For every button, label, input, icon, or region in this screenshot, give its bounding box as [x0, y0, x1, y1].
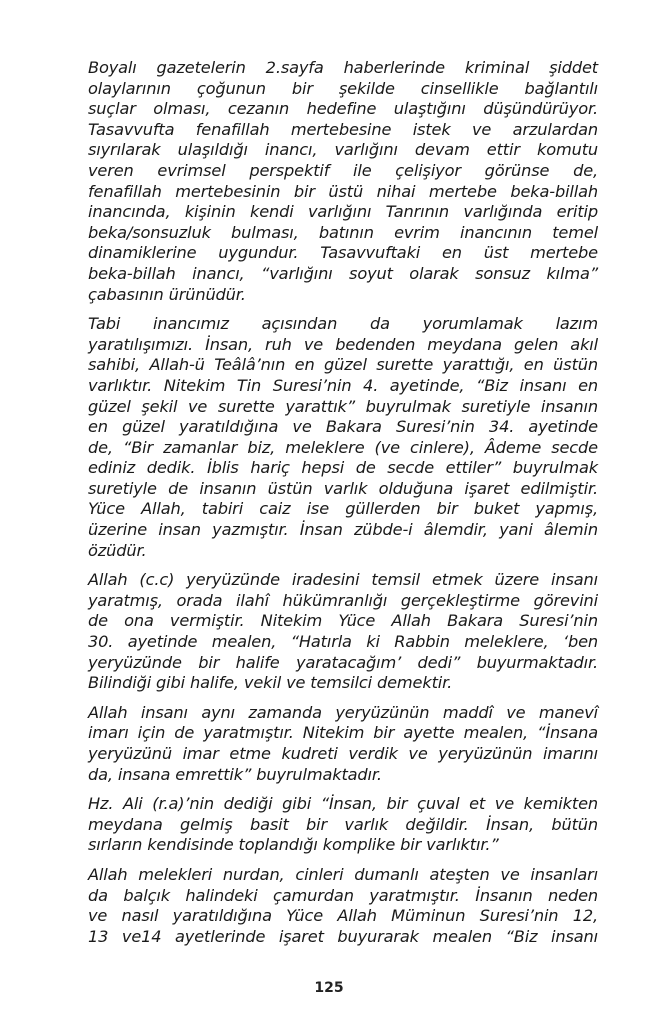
text-line: yaratılışımızı. İnsan, ruh ve bedenden meydana gelen akıl: [88, 334, 598, 354]
text-line: en güzel yaratıldığına ve Bakara Suresi’nin 34. ayetinde: [88, 417, 598, 437]
text-line: fenafillah mertebesinin bir üstü nihai mertebe beka-billah: [88, 181, 598, 201]
text-line: veren evrimsel perspektif ile çelişiyor görünse de,: [88, 160, 598, 180]
text-line: 13 ve14 ayetlerinde işaret buyurarak mealen “Biz insanı: [88, 926, 598, 946]
text-line: 30. ayetinde mealen, “Hatırla ki Rabbin meleklere, ‘ben: [88, 632, 598, 652]
text-line: da, insana emrettik” buyrulmaktadır.: [88, 764, 382, 784]
text-line: Boyalı gazetelerin 2.sayfa haberlerinde kriminal şiddet: [88, 58, 598, 77]
paragraph-4: [88, 703, 598, 785]
paragraph-2: [88, 314, 598, 561]
text-line: varlıktır. Nitekim Tin Suresi’nin 4. ayetinde, “Biz insanı en: [88, 375, 598, 395]
text-line: yaratmış, orada ilahî hükümranlığı gerçekleştirme görevini: [88, 590, 598, 610]
paragraph-6: [88, 865, 598, 947]
text-line: ediniz dedik. İblis hariç hepsi de secde ettiler” buyrulmak: [88, 458, 598, 478]
book-page-body: [88, 58, 598, 956]
text-line: üzerine insan yazmıştır. İnsan zübde-i âlemdir, yani âlemin: [88, 520, 598, 540]
text-line: özüdür.: [88, 540, 147, 560]
paragraph-3: [88, 570, 598, 694]
page-number: 125: [314, 980, 344, 996]
text-line: de, “Bir zamanlar biz, meleklere (ve cinlere), Âdeme secde: [88, 437, 598, 457]
text-line: da balçık halindeki çamurdan yaratmıştır. İnsanın neden: [88, 885, 598, 905]
text-line: de ona vermiştir. Nitekim Yüce Allah Bakara Suresi’nin: [88, 611, 598, 631]
text-line: Bilindiği gibi halife, vekil ve temsilci demektir.: [88, 673, 453, 693]
text-line: sıyrılarak ulaşıldığı inancı, varlığını devam ettir komutu: [88, 140, 598, 160]
text-line: Tabi inancımız açısından da yorumlamak lazım: [88, 314, 598, 334]
text-line: beka-billah inancı, “varlığını soyut olarak sonsuz kılma”: [88, 263, 598, 283]
text-line: sahibi, Allah-ü Teâlâ’nın en güzel surette yarattığı, en üstün: [88, 355, 598, 375]
text-line: meydana gelmiş basit bir varlık değildir. İnsan, bütün: [88, 814, 598, 834]
text-line: inancında, kişinin kendi varlığını Tanrının varlığında eritip: [88, 202, 598, 222]
text-line: Yüce Allah, tabiri caiz ise güllerden bir buket yapmış,: [88, 499, 598, 519]
text-line: güzel şekil ve surette yarattık” buyrulmak suretiyle insanın: [88, 396, 598, 416]
text-line: suretiyle de insanın üstün varlık olduğuna işaret edilmiştir.: [88, 478, 598, 498]
text-line: Hz. Ali (r.a)’nin dediği gibi “İnsan, bir çuval et ve kemikten: [88, 794, 598, 814]
text-line: Allah (c.c) yeryüzünde iradesini temsil etmek üzere insanı: [88, 570, 598, 590]
text-line: Allah melekleri nurdan, cinleri dumanlı ateşten ve insanları: [88, 864, 598, 884]
paragraph-5: [88, 794, 598, 856]
text-line: çabasının ürünüdür.: [88, 284, 246, 304]
text-line: beka/sonsuzluk bulması, batının evrim inancının temel: [88, 222, 598, 242]
text-line: Allah insanı aynı zamanda yeryüzünün maddî ve manevî: [88, 702, 598, 722]
text-line: Tasavvufta fenafillah mertebesine istek ve arzulardan: [88, 119, 598, 139]
text-line: yeryüzünde bir halife yaratacağım’ dedi” buyurmaktadır.: [88, 652, 598, 672]
text-line: sırların kendisinde toplandığı komplike bir varlıktır.”: [88, 835, 499, 855]
text-line: ve nasıl yaratıldığına Yüce Allah Müminun Suresi’nin 12,: [88, 906, 598, 926]
paragraph-1: [88, 58, 598, 305]
text-line: imarı için de yaratmıştır. Nitekim bir ayette mealen, “İnsana: [88, 723, 598, 743]
text-line: dinamiklerine uygundur. Tasavvuftaki en üst mertebe: [88, 243, 598, 263]
text-line: suçlar olması, cezanın hedefine ulaştığını düşündürüyor.: [88, 99, 598, 119]
text-line: olaylarının çoğunun bir şekilde cinsellikle bağlantılı: [88, 78, 598, 98]
text-line: yeryüzünü imar etme kudreti verdik ve yeryüzünün imarını: [88, 744, 598, 763]
